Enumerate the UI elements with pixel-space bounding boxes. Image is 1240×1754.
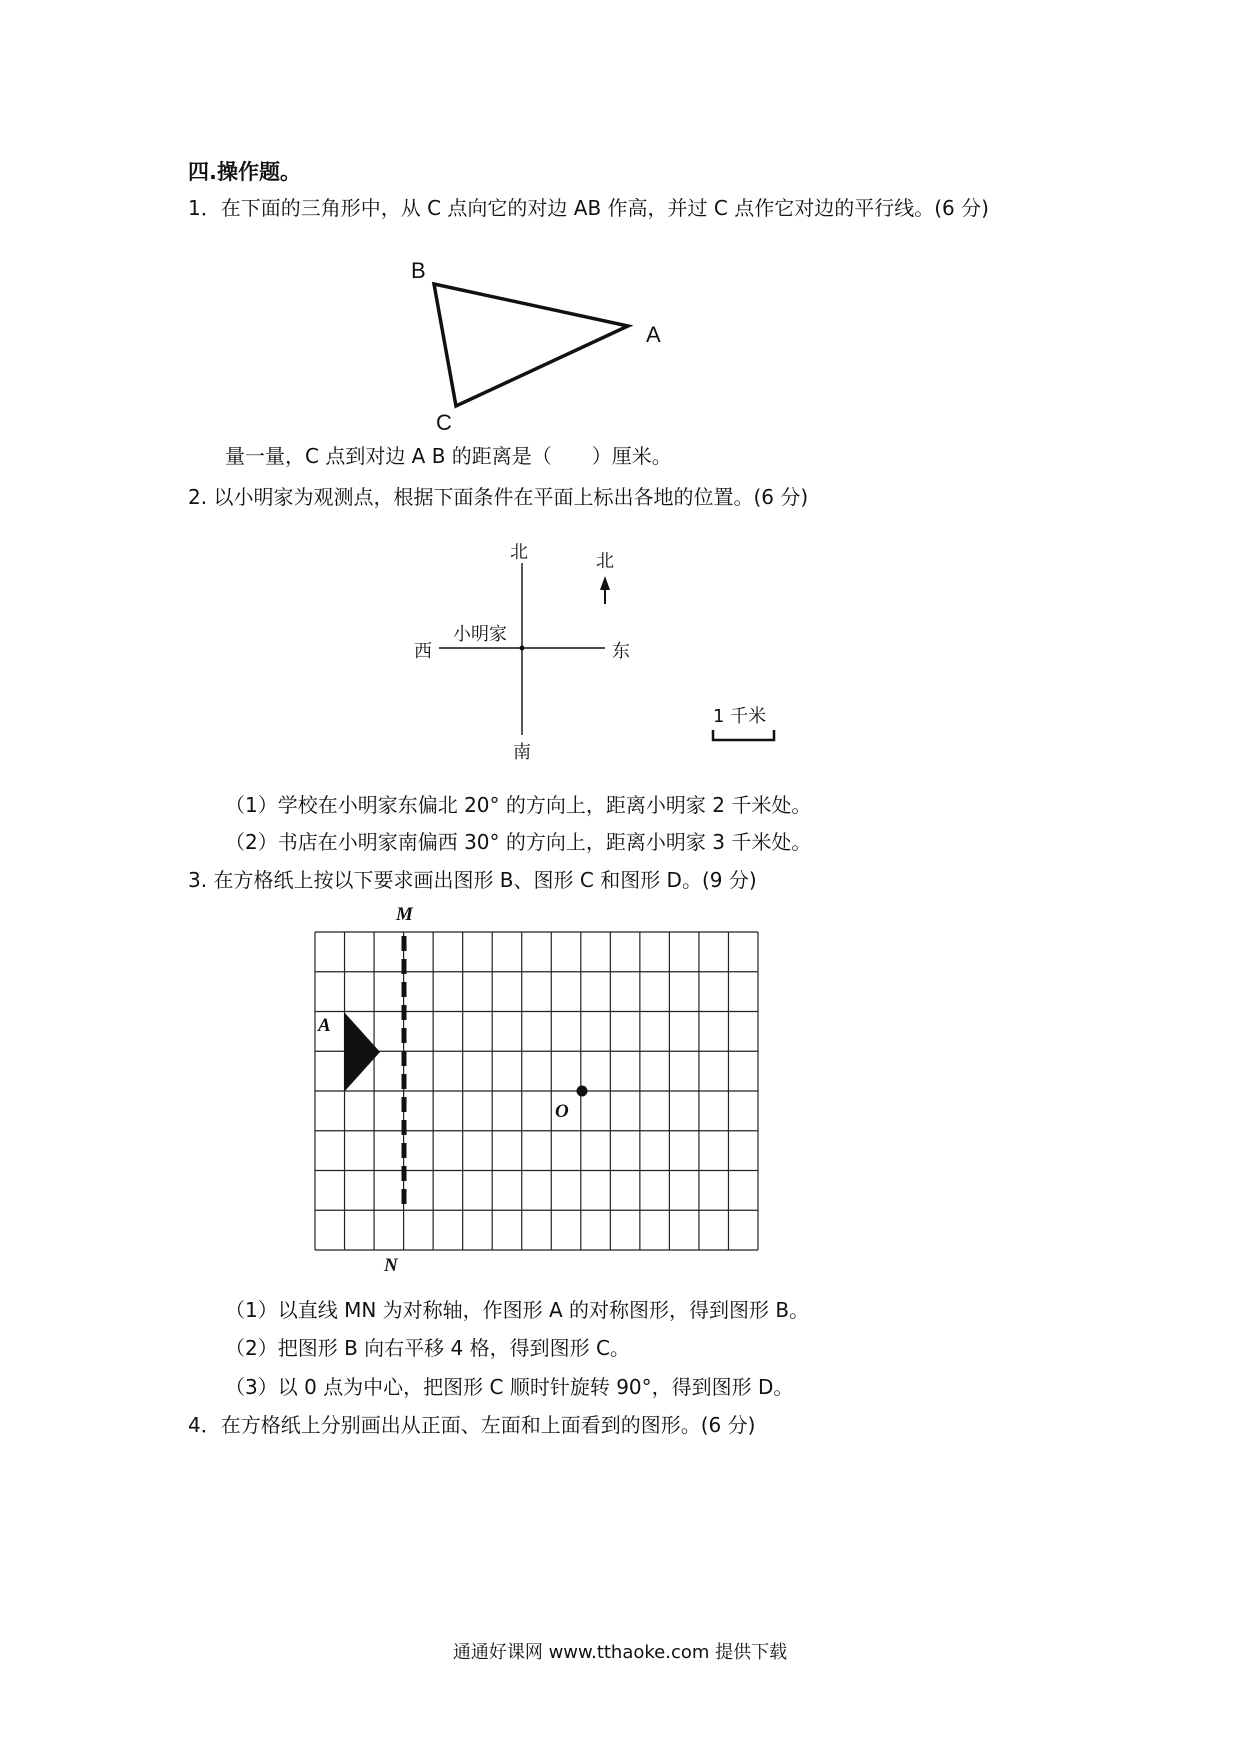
- xiaoming-home-label: 小明家: [453, 624, 507, 645]
- north-arrow-label: 北: [596, 551, 614, 572]
- shape-a-label: A: [318, 1015, 331, 1036]
- compass-south-label: 南: [513, 742, 531, 763]
- compass-diagram: [414, 542, 630, 763]
- vertex-b-label: B: [411, 258, 426, 283]
- question-3-text: 3. 在方格纸上按以下要求画出图形 B、图形 C 和图形 D。(9 分): [188, 868, 757, 892]
- line-m-label: M: [396, 904, 413, 925]
- question-4-text: 4．在方格纸上分别画出从正面、左面和上面看到的图形。(6 分): [188, 1413, 756, 1437]
- square-grid: [315, 932, 758, 1250]
- scale-bar: [713, 706, 774, 740]
- point-o-label: O: [555, 1101, 569, 1122]
- compass-east-label: 东: [612, 641, 630, 662]
- question-2-item-2: （2）书店在小明家南偏西 30° 的方向上，距离小明家 3 千米处。: [225, 830, 812, 854]
- question-3-item-1: （1）以直线 MN 为对称轴，作图形 A 的对称图形，得到图形 B。: [225, 1298, 810, 1322]
- triangle-abc: [411, 258, 661, 435]
- question-2-text: 2. 以小明家为观测点，根据下面条件在平面上标出各地的位置。(6 分): [188, 485, 809, 509]
- vertex-a-label: A: [646, 322, 661, 347]
- question-3-item-2: （2）把图形 B 向右平移 4 格，得到图形 C。: [225, 1336, 630, 1360]
- line-n-label: N: [384, 1255, 398, 1276]
- page-footer: 通通好课网 www.tthaoke.com 提供下载: [452, 1642, 788, 1663]
- shape-a: [317, 1012, 380, 1092]
- question-2-item-1: （1）学校在小明家东偏北 20° 的方向上，距离小明家 2 千米处。: [225, 793, 812, 817]
- compass-north-label: 北: [510, 542, 528, 563]
- scale-label: 1 千米: [713, 706, 767, 727]
- mirror-line-mn: [383, 904, 414, 1276]
- section-title: 四.操作题。: [188, 160, 301, 184]
- vertex-c-label: C: [436, 410, 452, 435]
- north-arrow-icon: [596, 551, 614, 604]
- compass-west-label: 西: [414, 641, 432, 662]
- question-3-item-3: （3）以 0 点为中心，把图形 C 顺时针旋转 90°，得到图形 D。: [225, 1375, 794, 1399]
- question-1-text: 1．在下面的三角形中，从 C 点向它的对边 AB 作高，并过 C 点作它对边的平行线。(6 分): [188, 196, 989, 220]
- question-1-measure: 量一量，C 点到对边 A B 的距离是（ ）厘米。: [225, 444, 672, 468]
